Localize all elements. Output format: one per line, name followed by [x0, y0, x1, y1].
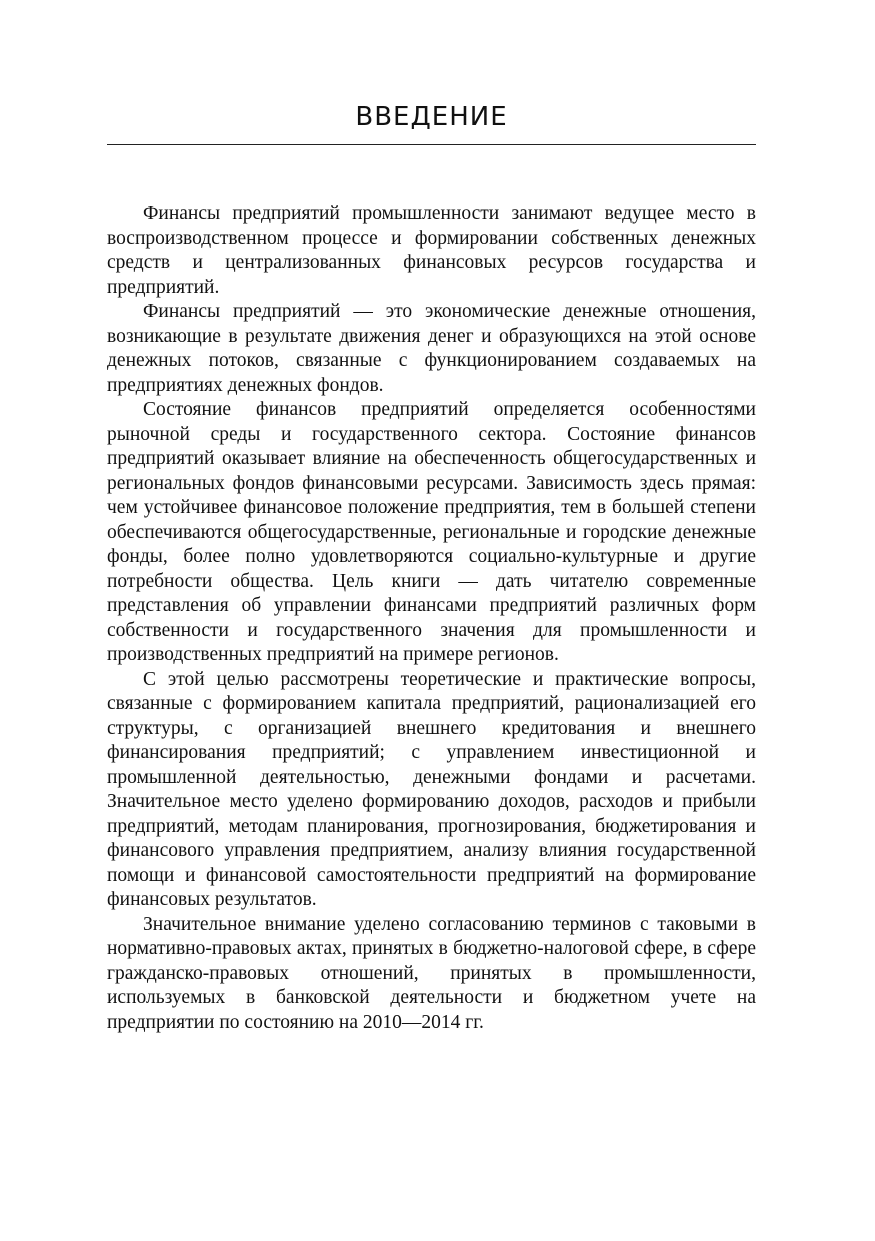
paragraph-3: Состояние финансов предприятий определяется особенностями рыночной среды и государственного сектора. Состояние финансов предприятий оказывает влияние на обеспеченность общегосударственных и региональных фондов финансовыми ресурсами. Зависимость здесь прямая: чем устойчивее финансовое положение предприятия, тем в большей степени обеспечиваются общегосударственные, региональные и городские денежные фонды, более полно удовлетворяются социально-культурные и другие потребности общества. Цель книги — дать читателю современные представления об управлении финансами предприятий различных форм собственности и государственного значения для промышленности и производственных предприятий на примере регионов. [107, 399, 756, 665]
paragraph-5: Значительное внимание уделено согласованию терминов с таковыми в нормативно-правовых актах, принятых в бюджетно-налоговой сфере, в сфере гражданско-правовых отношений, принятых в промышленности, используемых в банковской деятельности и бюджетном учете на предприятии по состоянию на 2010—2014 гг. [107, 913, 756, 1033]
paragraph-1: Финансы предприятий промышленности занимают ведущее место в воспроизводственном процессе и формировании собственных денежных средств и централизованных финансовых ресурсов государства и предприятий. [107, 203, 756, 298]
chapter-heading: ВВЕДЕНИЕ [355, 102, 508, 132]
paragraph-2: Финансы предприятий — это экономические денежные отношения, возникающие в результате движения денег и образующихся на этой основе денежных потоков, связанные с функционированием создаваемых на предприятиях денежных фондов. [107, 301, 756, 396]
chapter-body [107, 202, 756, 1035]
paragraph-4: С этой целью рассмотрены теоретические и практические вопросы, связанные с формированием капитала предприятий, рационализацией его структуры, с организацией внешнего кредитования и внешнего финансирования предприятий; с управлением инвестиционной и промышленной деятельностью, денежными фондами и расчетами. Значительное место уделено формированию доходов, расходов и прибыли предприятий, методам планирования, прогнозирования, бюджетирования и финансового управления предприятием, анализу влияния государственной помощи и финансовой самостоятельности предприятий на формирование финансовых результатов. [107, 668, 756, 910]
heading-divider [107, 144, 756, 145]
